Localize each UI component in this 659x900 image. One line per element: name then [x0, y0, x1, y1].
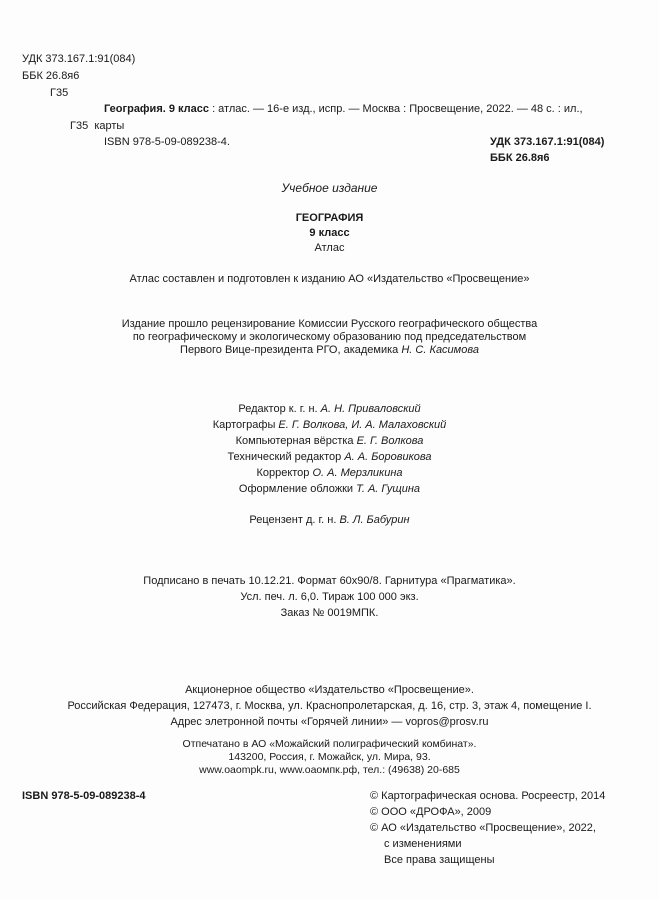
publisher-email: Адрес элетронной почты «Горячей линии» — vopros@prosv.ru [170, 716, 489, 728]
credit-name: Е. Г. Волкова, И. А. Малаховский [278, 419, 447, 431]
subtitle: Атлас [314, 242, 345, 254]
credit-layout [0, 435, 659, 448]
credit-label: Редактор к. г. н. [238, 403, 321, 415]
credit-name: А. Н. Приваловский [320, 403, 421, 415]
credit-cover [0, 483, 659, 496]
print-order: Заказ № 0019МПК. [280, 607, 379, 619]
copyright-line-3: © АО «Издательство «Просвещение», 2022, [370, 822, 596, 834]
udk-left: УДК 373.167.1:91(084) [22, 53, 136, 65]
credit-name: Е. Г. Волкова [356, 435, 424, 447]
isbn-entry: ISBN 978-5-09-089238-4. [104, 136, 230, 148]
g35-left: Г35 [50, 87, 69, 99]
credit-editor [0, 403, 659, 416]
publisher-address: Российская Федерация, 127473, г. Москва, ул. Краснопролетарская, д. 16, стр. 3, этаж 4, помещение I. [67, 700, 592, 712]
rights-reserved: Все права защищены [384, 854, 495, 866]
page-title: ГЕОГРАФИЯ [295, 212, 364, 224]
credit-label: Компьютерная вёрстка [235, 435, 357, 447]
credit-label: Картографы [212, 419, 279, 431]
edition-type: Учебное издание [281, 181, 378, 195]
grade: 9 класс [309, 227, 350, 239]
credit-label: Корректор [256, 467, 313, 479]
review-academic-name: Н. С. Касимова [401, 344, 479, 356]
bibliographic-line-2 [70, 120, 124, 133]
credit-tech-editor [0, 451, 659, 464]
copyright-line-2: © ООО «ДРОФА», 2009 [370, 806, 492, 818]
credit-cartographers [0, 419, 659, 432]
udk-right: УДК 373.167.1:91(084) [490, 136, 605, 148]
g35-code: Г35 [70, 120, 89, 132]
printer-line-3: www.oaompk.ru, www.oaомпк.рф, тел.: (49638) 20-685 [199, 764, 460, 776]
reviewer-label: Рецензент д. г. н. [249, 514, 340, 526]
footer-isbn: ISBN 978-5-09-089238-4 [22, 790, 146, 802]
credit-label: Технический редактор [227, 451, 345, 463]
prepared-by: Атлас составлен и подготовлен к изданию АО «Издательство «Просвещение» [129, 273, 530, 285]
print-signed: Подписано в печать 10.12.21. Формат 60х90/8. Гарнитура «Прагматика». [143, 575, 516, 587]
credit-name: А. А. Боровикова [344, 451, 432, 463]
bbk-left: ББК 26.8я6 [22, 70, 80, 82]
copyright-line-1: © Картографическая основа. Росреестр, 2014 [370, 790, 606, 802]
credit-label: Оформление обложки [238, 483, 357, 495]
print-sheets: Усл. печ. л. 6,0. Тираж 100 000 экз. [240, 591, 419, 603]
bibliographic-details: : атлас. — 16-е изд., испр. — Москва : Просвещение, 2022. — 48 с. : ил., [209, 103, 583, 115]
reviewer-name: В. Л. Бабурин [339, 514, 410, 526]
review-line-3 [0, 344, 659, 357]
credit-proofreader [0, 467, 659, 480]
review-line-1: Издание прошло рецензирование Комиссии Русского географического общества [121, 318, 538, 330]
bbk-right: ББК 26.8я6 [490, 152, 550, 164]
credit-name: Т. А. Гущина [356, 483, 421, 495]
copyright-line-4: с изменениями [384, 838, 462, 850]
maps-label: карты [94, 120, 125, 132]
review-line-2: по географическому и экологическому образованию под председательством [132, 331, 527, 343]
printer-line-1: Отпечатано в АО «Можайский полиграфический комбинат». [182, 738, 477, 750]
publisher-name: Акционерное общество «Издательство «Просвещение». [185, 684, 474, 696]
review-prefix: Первого Вице-президента РГО, академика [180, 344, 402, 356]
printer-line-2: 143200, Россия, г. Можайск, ул. Мира, 93. [228, 751, 431, 763]
credit-name: О. А. Мерзликина [312, 467, 403, 479]
reviewer [0, 514, 659, 527]
book-title-inline: География. 9 класс [104, 103, 210, 115]
bibliographic-line-1 [104, 103, 583, 116]
